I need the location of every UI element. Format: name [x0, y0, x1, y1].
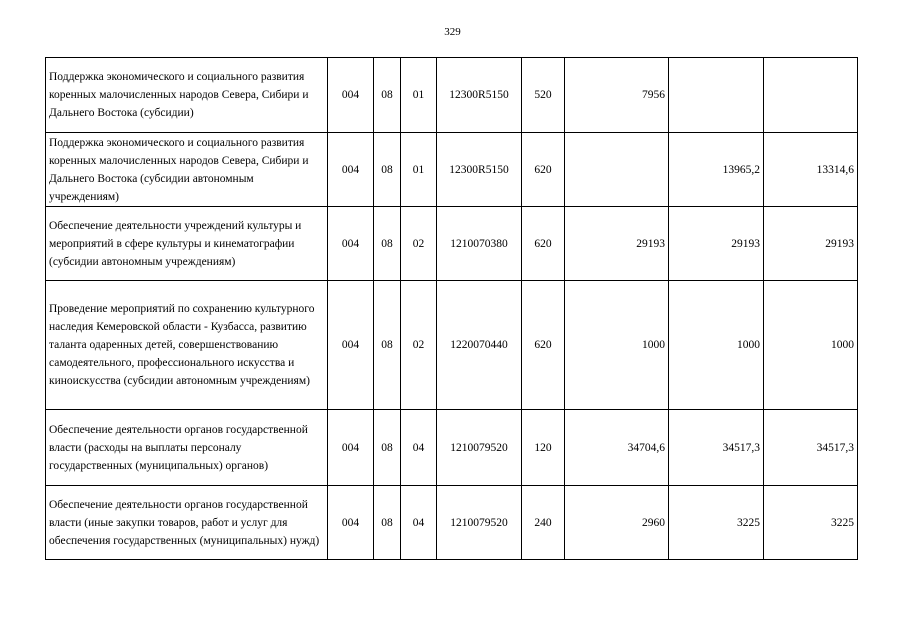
budget-table	[45, 57, 858, 560]
subsection-code-cell: 02	[401, 281, 437, 410]
amount-year3-cell: 1000	[764, 281, 858, 410]
subsection-code-cell: 01	[401, 133, 437, 207]
expense-type-cell: 520	[522, 58, 565, 133]
ministry-code-cell: 004	[328, 486, 374, 560]
amount-year1-cell: 29193	[565, 207, 669, 281]
page-number: 329	[444, 26, 461, 38]
ministry-code-cell: 004	[328, 207, 374, 281]
target-article-cell: 12300R5150	[437, 58, 522, 133]
target-article-cell: 1220070440	[437, 281, 522, 410]
amount-year2-cell: 13965,2	[669, 133, 764, 207]
amount-year3-cell: 13314,6	[764, 133, 858, 207]
section-code-cell: 08	[374, 410, 401, 486]
amount-year2-cell	[669, 58, 764, 133]
amount-year1-cell: 7956	[565, 58, 669, 133]
amount-year2-cell: 3225	[669, 486, 764, 560]
amount-year3-cell: 3225	[764, 486, 858, 560]
section-code-cell: 08	[374, 486, 401, 560]
expense-type-cell: 120	[522, 410, 565, 486]
expense-type-cell: 240	[522, 486, 565, 560]
target-article-cell: 1210079520	[437, 410, 522, 486]
subsection-code-cell: 04	[401, 410, 437, 486]
table-row	[46, 133, 858, 207]
section-code-cell: 08	[374, 58, 401, 133]
amount-year3-cell: 34517,3	[764, 410, 858, 486]
subsection-code-cell: 01	[401, 58, 437, 133]
ministry-code-cell: 004	[328, 133, 374, 207]
expense-type-cell: 620	[522, 281, 565, 410]
target-article-cell: 12300R5150	[437, 133, 522, 207]
expense-type-cell: 620	[522, 133, 565, 207]
expense-type-cell: 620	[522, 207, 565, 281]
row-name-cell: Обеспечение деятельности учреждений культуры и мероприятий в сфере культуры и кинематографии (субсидии автономным учреждениям)	[46, 207, 328, 281]
target-article-cell: 1210079520	[437, 486, 522, 560]
table-row	[46, 58, 858, 133]
subsection-code-cell: 04	[401, 486, 437, 560]
row-name-cell: Проведение мероприятий по сохранению культурного наследия Кемеровской области - Кузбасса, развитию таланта одаренных детей, совершенствованию самодеятельного, профессионального искусства и киноискусства (субсидии автономным учреждениям)	[46, 281, 328, 410]
table-row	[46, 207, 858, 281]
amount-year1-cell: 2960	[565, 486, 669, 560]
ministry-code-cell: 004	[328, 281, 374, 410]
section-code-cell: 08	[374, 281, 401, 410]
table-row	[46, 281, 858, 410]
table-row	[46, 486, 858, 560]
amount-year2-cell: 29193	[669, 207, 764, 281]
row-name-cell: Обеспечение деятельности органов государственной власти (иные закупки товаров, работ и услуг для обеспечения государственных (муниципальных) нужд)	[46, 486, 328, 560]
target-article-cell: 1210070380	[437, 207, 522, 281]
subsection-code-cell: 02	[401, 207, 437, 281]
amount-year1-cell: 34704,6	[565, 410, 669, 486]
amount-year1-cell	[565, 133, 669, 207]
row-name-cell: Поддержка экономического и социального развития коренных малочисленных народов Севера, Сибири и Дальнего Востока (субсидии автономным учреждениям)	[46, 133, 328, 207]
amount-year1-cell: 1000	[565, 281, 669, 410]
amount-year3-cell	[764, 58, 858, 133]
amount-year3-cell: 29193	[764, 207, 858, 281]
ministry-code-cell: 004	[328, 58, 374, 133]
section-code-cell: 08	[374, 133, 401, 207]
amount-year2-cell: 1000	[669, 281, 764, 410]
ministry-code-cell: 004	[328, 410, 374, 486]
row-name-cell: Поддержка экономического и социального развития коренных малочисленных народов Севера, Сибири и Дальнего Востока (субсидии)	[46, 58, 328, 133]
table-row	[46, 410, 858, 486]
row-name-cell: Обеспечение деятельности органов государственной власти (расходы на выплаты персоналу государственных (муниципальных) органов)	[46, 410, 328, 486]
amount-year2-cell: 34517,3	[669, 410, 764, 486]
section-code-cell: 08	[374, 207, 401, 281]
